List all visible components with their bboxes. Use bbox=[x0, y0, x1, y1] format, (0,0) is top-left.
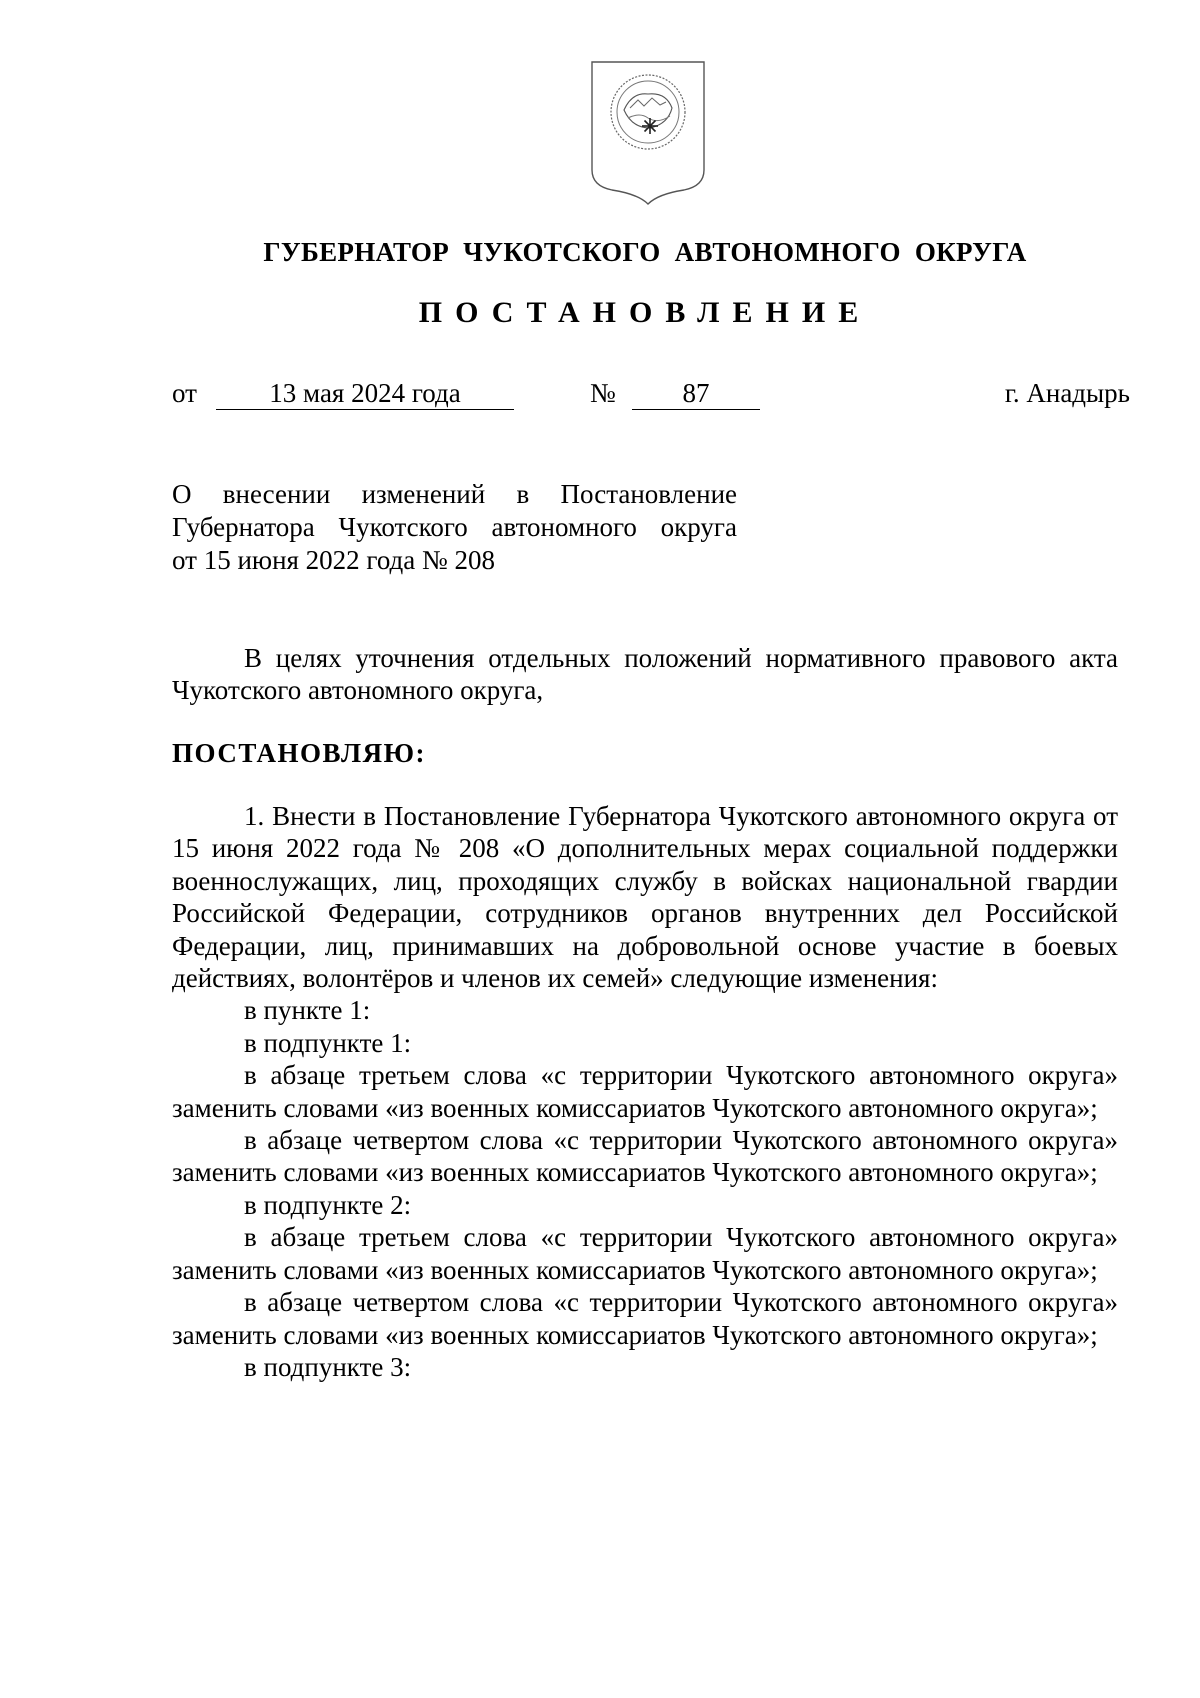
document-subject bbox=[172, 478, 737, 577]
decree-heading: ПОСТАНОВЛЯЮ: bbox=[172, 738, 426, 768]
body-paragraph: в абзаце третьем слова «с территории Чукотского автономного округа» заменить словами «из военных комиссариатов Чукотского автономного округа»; bbox=[172, 1060, 1118, 1123]
body-paragraph: в абзаце четвертом слова «с территории Чукотского автономного округа» заменить словами «из военных комиссариатов Чукотского автономного округа»; bbox=[172, 1287, 1118, 1350]
subject-line: О внесении изменений в Постановление bbox=[172, 479, 737, 509]
document-details-row bbox=[172, 378, 1130, 412]
document-number: 87 bbox=[632, 378, 760, 410]
preamble bbox=[172, 642, 1118, 707]
document-date: 13 мая 2024 года bbox=[216, 378, 514, 410]
authority-title: ГУБЕРНАТОР ЧУКОТСКОГО АВТОНОМНОГО ОКРУГА bbox=[263, 237, 1027, 267]
body-paragraph: в пункте 1: bbox=[244, 995, 371, 1026]
preamble-paragraph: В целях уточнения отдельных положений нормативного правового акта Чукотского автономного округа, bbox=[172, 643, 1118, 706]
body-paragraph: в подпункте 3: bbox=[244, 1351, 412, 1382]
body-paragraph: в абзаце третьем слова «с территории Чукотского автономного округа» заменить словами «из военных комиссариатов Чукотского автономного округа»; bbox=[172, 1222, 1118, 1285]
number-label: № bbox=[590, 378, 616, 408]
body-paragraph: в абзаце четвертом слова «с территории Чукотского автономного округа» заменить словами «из военных комиссариатов Чукотского автономного округа»; bbox=[172, 1125, 1118, 1188]
document-type-title: ПОСТАНОВЛЕНИЕ bbox=[418, 296, 872, 329]
body-paragraph: 1. Внести в Постановление Губернатора Чукотского автономного округа от 15 июня 2022 года № 208 «О дополнительных мерах социальной поддержки военнослужащих, лиц, проходящих службу в войсках национальной гвардии Российской Федерации, сотрудников органов внутренних дел Российской Федерации, лиц, принимавших на добровольной основе участие в боевых действиях, волонтёров и членов их семей» следующие изменения: bbox=[172, 801, 1118, 994]
subject-line: от 15 июня 2022 года № 208 bbox=[172, 545, 496, 575]
body-paragraph: в подпункте 1: bbox=[244, 1027, 412, 1058]
subject-line: Губернатора Чукотского автономного округа bbox=[172, 512, 737, 542]
document-city: г. Анадырь bbox=[1004, 378, 1130, 408]
document-body bbox=[172, 800, 1118, 1383]
chukotka-coat-of-arms-icon bbox=[588, 58, 708, 208]
date-label: от bbox=[172, 378, 197, 408]
body-paragraph: в подпункте 2: bbox=[244, 1189, 412, 1220]
